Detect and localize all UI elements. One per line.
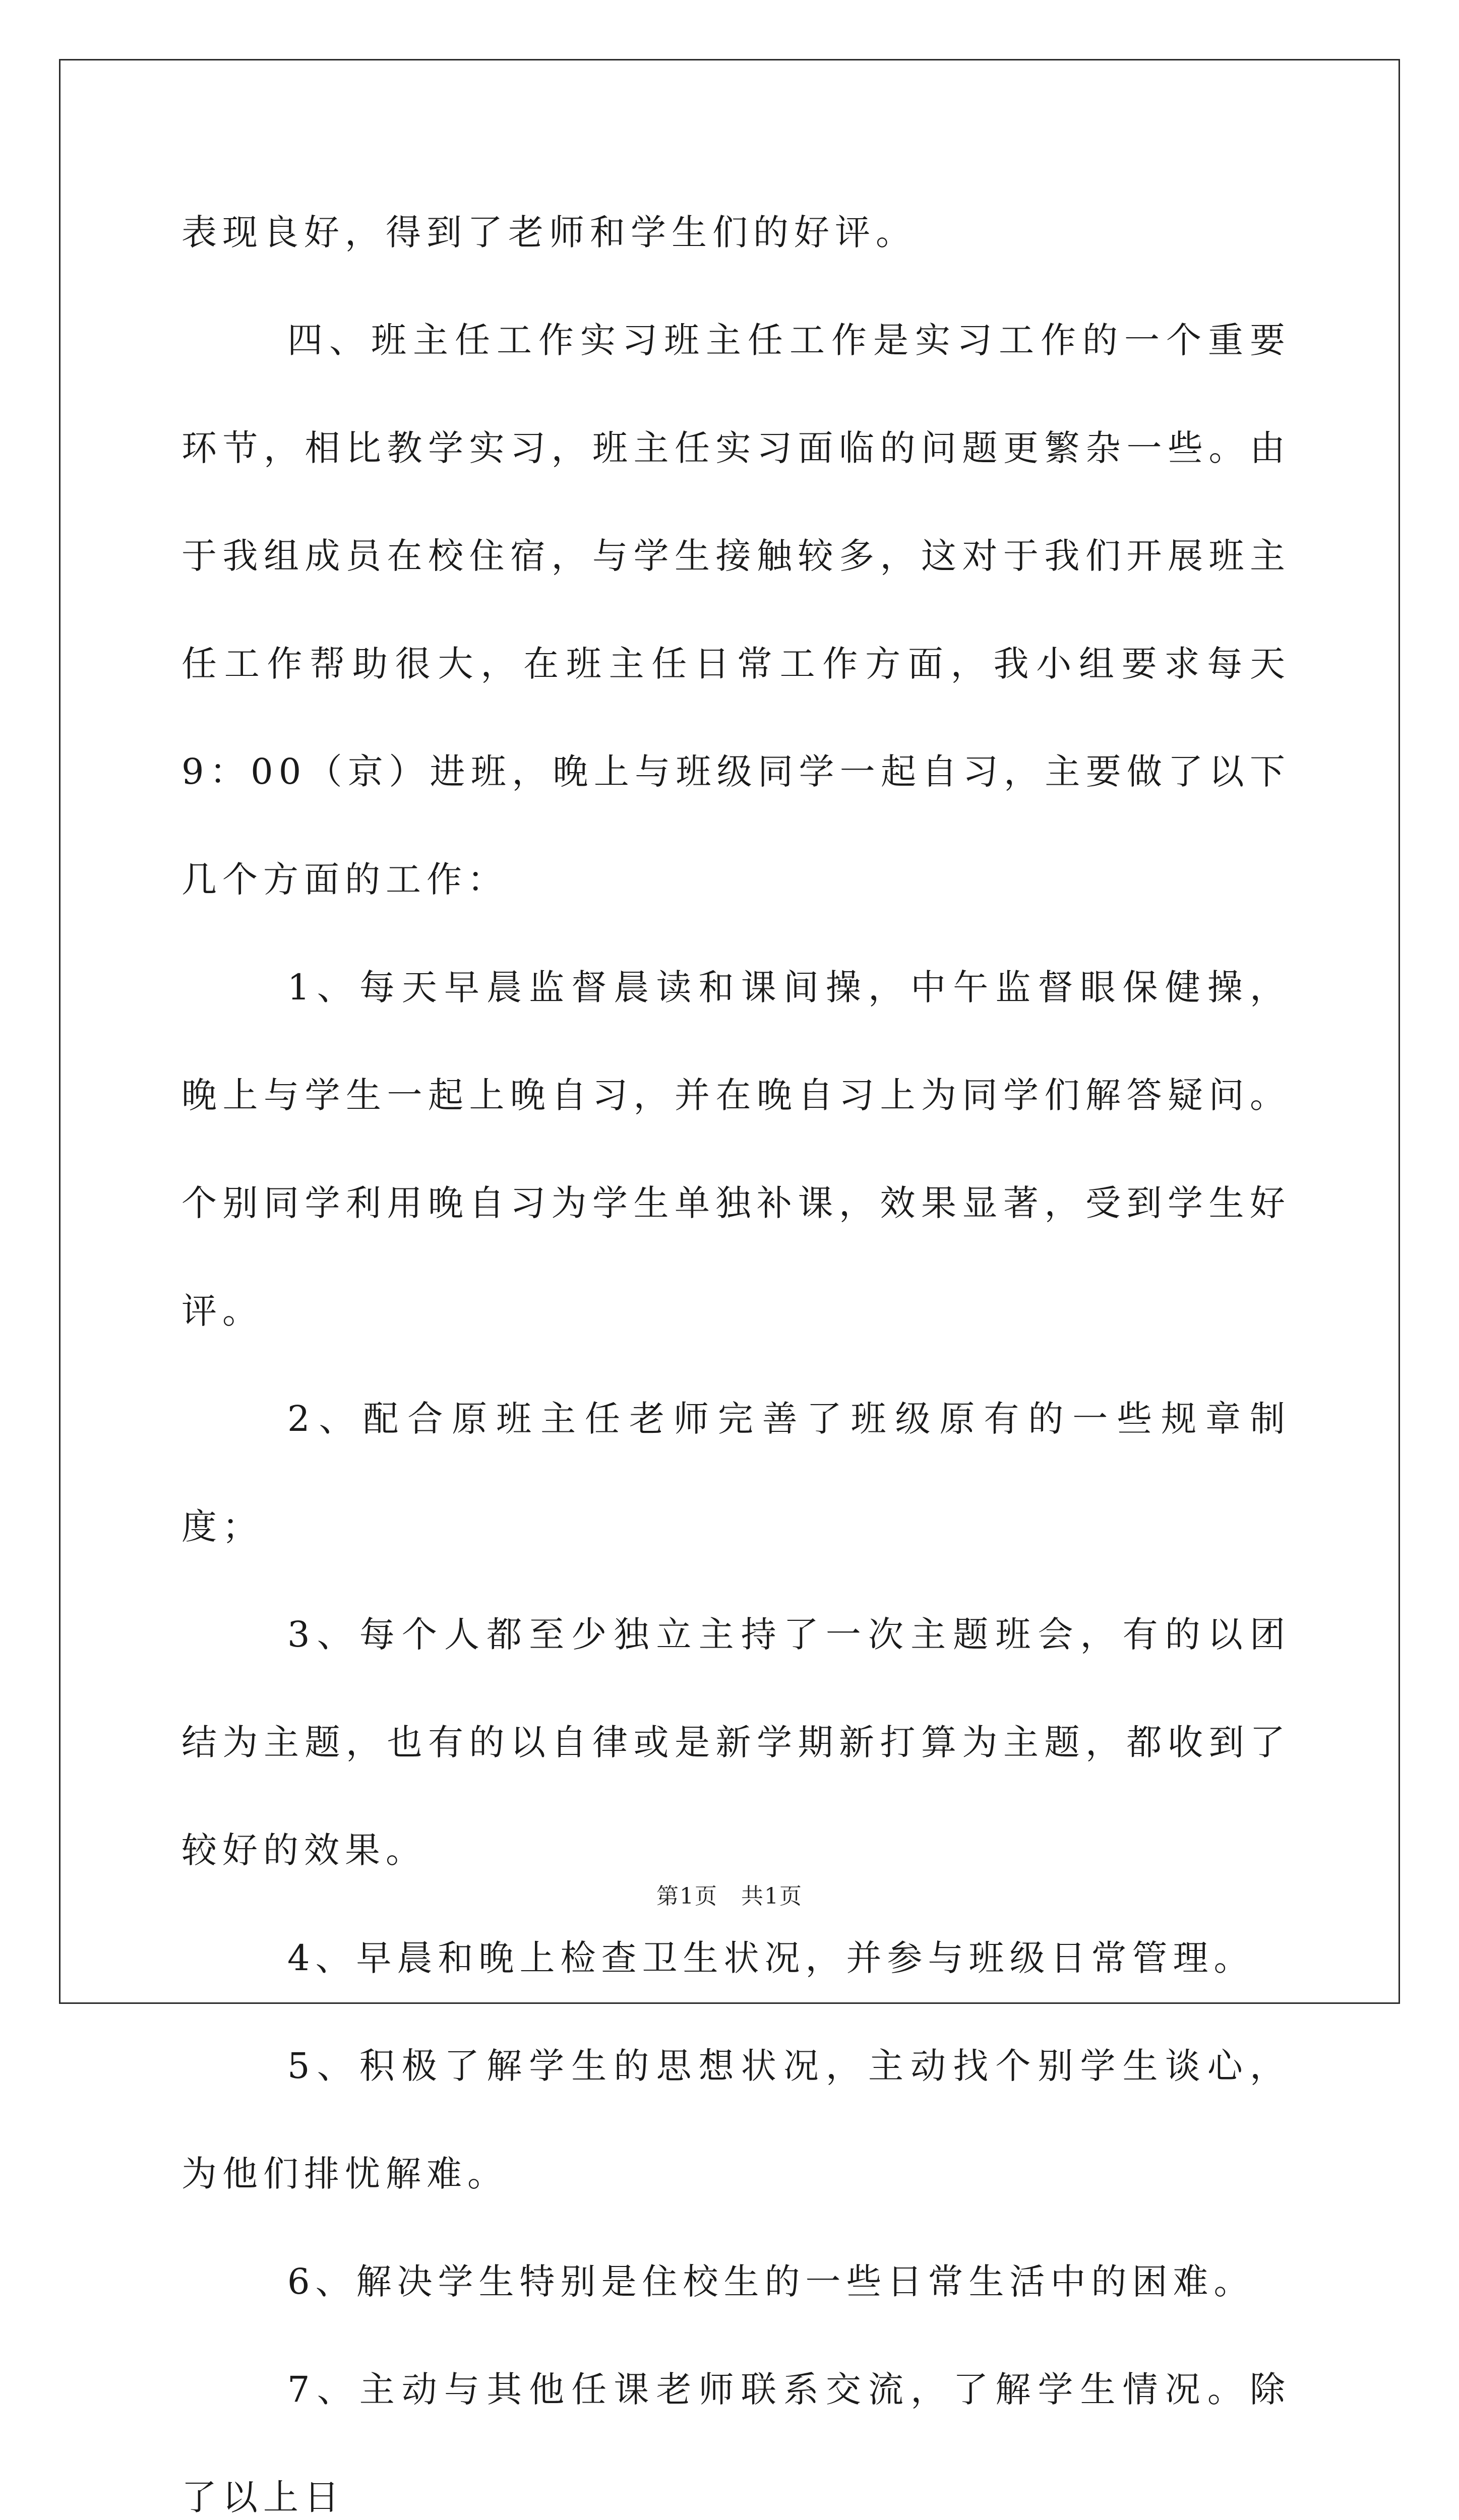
paragraph-5: 3、每个人都至少独立主持了一次主题班会，有的以团结为主题，也有的以自律或是新学期新打算为主题，都收到了较好的效果。 — [181, 1614, 1291, 1871]
paragraph-3: 1、每天早晨监督晨读和课间操，中午监督眼保健操，晚上与学生一起上晚自习，并在晚自习上为同学们解答疑问。个别同学利用晚自习为学生单独补课，效果显著，受到学生好评。 — [181, 967, 1291, 1332]
paragraph-4: 2、配合原班主任老师完善了班级原有的一些规章制度； — [181, 1398, 1291, 1547]
document-body — [181, 178, 1291, 2520]
paragraph-6: 4、早晨和晚上检查卫生状况，并参与班级日常管理。 — [287, 1937, 1255, 1979]
page-footer: 第1页 共1页 — [656, 1883, 803, 1909]
paragraph-9: 7、主动与其他任课老师联系交流，了解学生情况。除了以上日 — [181, 2369, 1291, 2518]
paragraph-2: 四、班主任工作实习班主任工作是实习工作的一个重要环节，相比教学实习，班主任实习面临的问题更繁杂一些。由于我组成员在校住宿，与学生接触较多，这对于我们开展班主任工作帮助很大，在班主任日常工作方面，我小组要求每天9：00（京）进班，晚上与班级同学一起自习，主要做了以下几个方面的工作： — [181, 320, 1291, 900]
paragraph-1: 表现良好，得到了老师和学生们的好评。 — [181, 212, 917, 253]
paragraph-7: 5、积极了解学生的思想状况，主动找个别学生谈心，为他们排忧解难。 — [181, 2045, 1291, 2194]
paragraph-8: 6、解决学生特别是住校生的一些日常生活中的困难。 — [287, 2261, 1255, 2302]
